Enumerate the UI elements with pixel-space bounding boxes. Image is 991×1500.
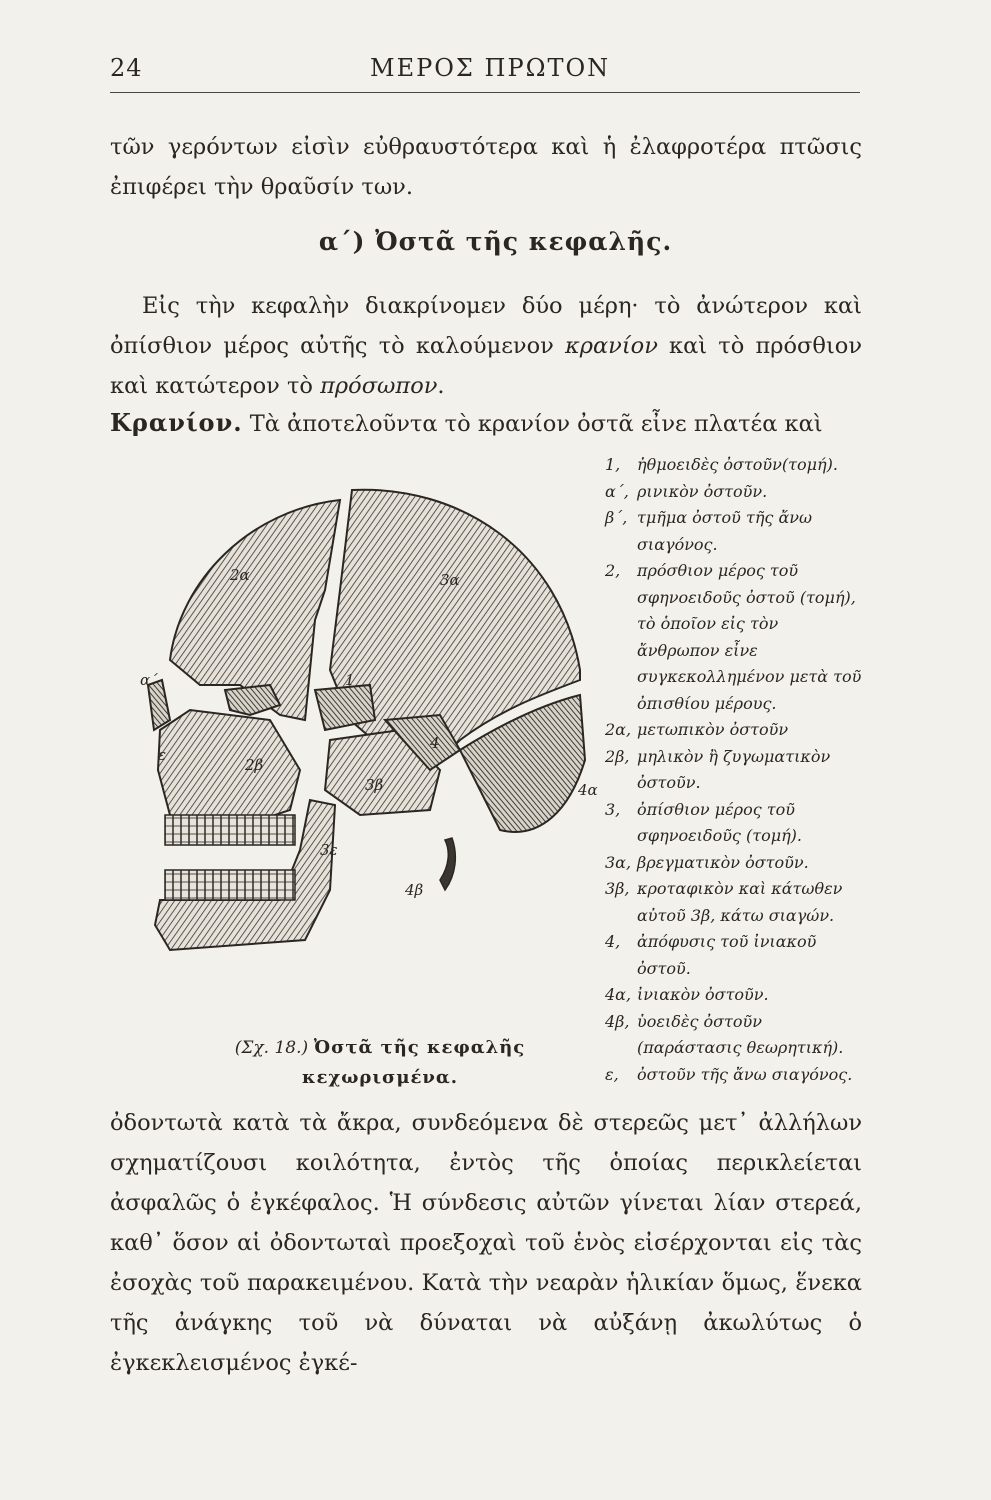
p2-part-2: καὶ τὸ πρόσθιον καὶ κατώτερον τὸ bbox=[110, 333, 862, 399]
figure-legend bbox=[597, 452, 865, 1088]
legend-entry bbox=[597, 850, 865, 877]
figure-caption bbox=[180, 1033, 580, 1093]
legend-key: 3β, bbox=[605, 879, 630, 898]
zygomatic-piece bbox=[225, 685, 280, 715]
legend-key: 4α, bbox=[605, 985, 632, 1004]
legend-text: ὀστοῦν τῆς ἄνω σιαγόνος. bbox=[637, 1064, 853, 1084]
legend-key: 2β, bbox=[605, 746, 630, 766]
legend-text: ὑοειδὲς ὀστοῦν (παράστασις θεωρητική). bbox=[637, 1011, 844, 1057]
fig-label-2a: 2α bbox=[230, 566, 250, 584]
legend-key: 3, bbox=[605, 799, 621, 819]
legend-entry bbox=[597, 1062, 865, 1089]
fig-label-4: 4 bbox=[430, 734, 440, 752]
legend-entry bbox=[597, 929, 865, 982]
legend-text: πρόσθιον μέρος τοῦ σφηνοειδοῦς ὀστοῦ (τομή), τὸ ὁποῖον εἰς τὸν ἄνθρωπον εἶνε συγκεκολλημένον μετὰ τοῦ ὀπισθίου μέρους. bbox=[637, 561, 862, 713]
fig-label-1: 1 bbox=[345, 671, 355, 689]
legend-entry bbox=[597, 479, 865, 506]
legend-entry bbox=[597, 876, 865, 929]
legend-key: α΄, bbox=[605, 481, 629, 501]
skull-figure bbox=[140, 470, 600, 1030]
legend-key: 4, bbox=[605, 932, 621, 951]
paragraph-2 bbox=[110, 286, 862, 406]
legend-text: βρεγματικὸν ὀστοῦν. bbox=[637, 852, 809, 872]
legend-text: ἠθμοειδὲς ὀστοῦν(τομή). bbox=[637, 455, 838, 474]
legend-text: ρινικὸν ὀστοῦν. bbox=[637, 481, 768, 501]
p2-term-prosopon: πρόσωπον bbox=[320, 373, 438, 399]
fig-label-3b: 3β bbox=[365, 776, 384, 794]
legend-entry bbox=[597, 797, 865, 850]
legend-entry bbox=[597, 452, 865, 479]
skull-illustration bbox=[140, 470, 600, 1030]
legend-entry bbox=[597, 744, 865, 797]
legend-key: 2α, bbox=[605, 720, 632, 739]
legend-entry bbox=[597, 717, 865, 744]
legend-entry bbox=[597, 505, 865, 558]
legend-key: 3α, bbox=[605, 852, 632, 872]
section-heading: α΄) Ὀστᾶ τῆς κεφαλῆς. bbox=[318, 227, 673, 256]
lower-teeth bbox=[165, 870, 295, 900]
caption-number: (Σχ. 18.) bbox=[234, 1038, 309, 1058]
paragraph-3 bbox=[110, 403, 862, 444]
fig-label-e: ε bbox=[158, 746, 167, 764]
page-header bbox=[110, 52, 860, 93]
p2-term-kranion: κρανίον bbox=[564, 333, 658, 359]
hyoid-bone bbox=[440, 838, 455, 890]
fig-label-4b: 4β bbox=[405, 881, 424, 899]
fig-label-a: α΄ bbox=[140, 671, 158, 689]
paragraph-2-text bbox=[110, 286, 862, 406]
paragraph-4-text: ὀδοντωτὰ κατὰ τὰ ἄκρα, συνδεόμενα δὲ στερεῶς μετ᾽ ἀλλήλων σχηματίζουσι κοιλότητα, ἐντὸς τῆς ὁποίας περικλείεται ἀσφαλῶς ὁ ἐγκέφαλος. Ἡ σύνδεσις αὐτῶν γίνεται λίαν στερεά, καθ᾽ ὅσον αἱ ὀδοντωταὶ προεξοχαὶ τοῦ ἑνὸς εἰσέρχονται εἰς τὰς ἐσοχὰς τοῦ παρακειμένου. Κατὰ τὴν νεαρὰν ἡλικίαν ὅμως, ἕνεκα τῆς ἀνάγκης τοῦ νὰ δύναται νὰ αὐξάνῃ ἀκωλύτως ὁ ἐγκεκλεισμένος ἐγκέ- bbox=[110, 1110, 862, 1376]
legend-key: 2, bbox=[605, 561, 621, 580]
paragraph-1 bbox=[110, 127, 862, 207]
paragraph-3-text bbox=[110, 403, 862, 444]
legend-text: κροταφικὸν καὶ κάτωθεν αὐτοῦ 3β, κάτω σιαγών. bbox=[637, 879, 843, 925]
p2-part-1: Εἰς τὴν κεφαλὴν διακρίνομεν δύο μέρη· τὸ ἀνώτερον καὶ ὀπίσθιον μέρος αὐτῆς τὸ καλούμενον bbox=[110, 293, 862, 359]
legend-entry bbox=[597, 1009, 865, 1062]
maxilla-bone bbox=[158, 710, 300, 830]
legend-text: μετωπικὸν ὀστοῦν bbox=[637, 720, 789, 739]
legend-text: μηλικὸν ἢ ζυγωματικὸν ὀστοῦν. bbox=[637, 746, 831, 792]
upper-teeth bbox=[165, 815, 295, 845]
legend-key: ε, bbox=[605, 1064, 619, 1084]
legend-entry bbox=[597, 982, 865, 1009]
legend-text: ἀπόφυσις τοῦ ἰνιακοῦ ὀστοῦ. bbox=[637, 932, 817, 978]
running-title: ΜΕΡΟΣ ΠΡΩΤΟΝ bbox=[370, 54, 611, 82]
legend-key: β΄, bbox=[605, 508, 628, 527]
paragraph-1-text: τῶν γερόντων εἰσὶν εὐθραυστότερα καὶ ἡ ἐλαφροτέρα πτῶσις ἐπιφέρει τὴν θραῦσίν των. bbox=[110, 134, 862, 200]
caption-title: Ὀστᾶ τῆς κεφαλῆς κεχωρισμένα. bbox=[301, 1037, 526, 1088]
paragraph-4 bbox=[110, 1103, 862, 1383]
fig-label-3e: 3ε bbox=[320, 841, 338, 859]
keyword-kranion: Κρανίον. bbox=[110, 408, 243, 437]
legend-entry bbox=[597, 558, 865, 717]
p3-text: Τὰ ἀποτελοῦντα τὸ κρανίον ὀστᾶ εἶνε πλατέα καὶ bbox=[242, 411, 823, 437]
caption-line bbox=[180, 1033, 580, 1093]
p2-part-3: . bbox=[437, 373, 445, 399]
page-number: 24 bbox=[110, 54, 143, 82]
fig-label-3a: 3α bbox=[440, 571, 460, 589]
legend-key: 4β, bbox=[605, 1011, 630, 1031]
legend-text: τμῆμα ὀστοῦ τῆς ἄνω σιαγόνος. bbox=[637, 508, 813, 554]
fig-label-2b: 2β bbox=[245, 756, 264, 774]
legend-text: ἰνιακὸν ὀστοῦν. bbox=[637, 985, 769, 1004]
legend-text: ὀπίσθιον μέρος τοῦ σφηνοειδοῦς (τομή). bbox=[637, 799, 803, 845]
fig-label-4a: 4α bbox=[578, 781, 598, 799]
legend-key: 1, bbox=[605, 455, 621, 474]
